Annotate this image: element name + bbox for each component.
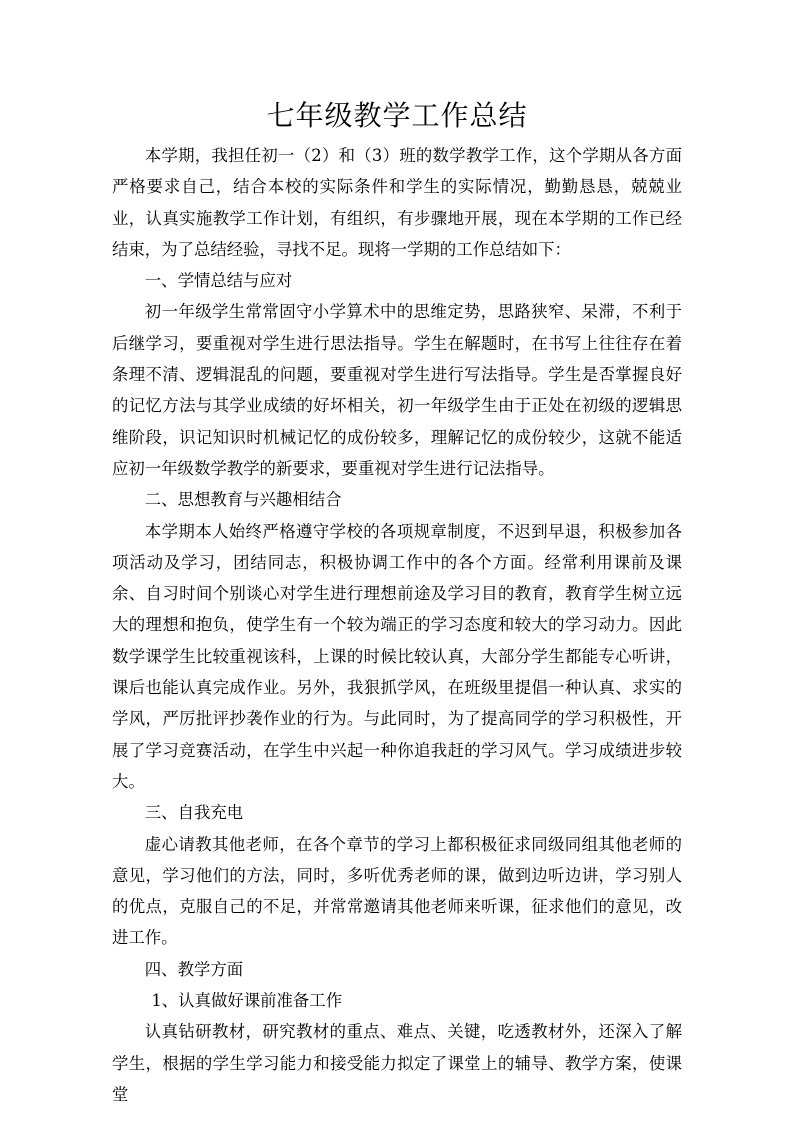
intro-paragraph: 本学期，我担任初一（2）和（3）班的数学教学工作，这个学期从各方面严格要求自己，结合本校的实际条件和学生的实际情况，勤勤恳恳，兢兢业业，认真实施教学工作计划，有组织，有步骤地开展，现在本学期的工作已经结束，为了总结经验，寻找不足。现将一学期的工作总结如下： [112,146,682,259]
section-heading-3: 三、自我充电 [144,803,244,823]
section-3-paragraph: 虚心请教其他老师，在各个章节的学习上都积极征求同级同组其他老师的意见，学习他们的方法，同时，多听优秀老师的课，做到边听边讲，学习别人的优点，克服自己的不足，并常常邀请其他老师来听课，征求他们的意见，改进工作。 [112,834,682,948]
subsection-1-paragraph: 认真钻研教材，研究教材的重点、难点、关键，吃透教材外，还深入了解学生，根据的学生学习能力和接受能力拟定了课堂上的辅导、教学方案，使课堂 [112,1022,682,1104]
section-1-paragraph: 初一年级学生常常固守小学算术中的思维定势，思路狭窄、呆滞，不利于后继学习，要重视对学生进行思法指导。学生在解题时，在书写上往往存在着条理不清、逻辑混乱的问题，要重视对学生进行写法指导。学生是否掌握良好的记忆方法与其学业成绩的好坏相关，初一年级学生由于正处在初级的逻辑思维阶段，识记知识时机械记忆的成份较多，理解记忆的成份较少，这就不能适应初一年级数学教学的新要求，要重视对学生进行记法指导。 [112,302,682,478]
document-body [112,140,682,1110]
section-heading-1: 一、学情总结与应对 [144,271,293,291]
section-2-paragraph: 本学期本人始终严格遵守学校的各项规章制度，不迟到早退，积极参加各项活动及学习，团结同志，积极协调工作中的各个方面。经常利用课前及课余、自习时间个别谈心对学生进行理想前途及学习目的教育，教育学生树立远大的理想和抱负，使学生有一个较为端正的学习态度和较大的学习动力。因此数学课学生比较重视该科，上课的时候比较认真，大部分学生都能专心听讲，课后也能认真完成作业。另外，我狠抓学风，在班级里提倡一种认真、求实的学风，严厉批评抄袭作业的行为。与此同时，为了提高同学的学习积极性，开展了学习竞赛活动，在学生中兴起一种你追我赶的学习风气。学习成绩进步较大。 [112,521,682,791]
document-title: 七年级教学工作总结 [266,99,528,132]
subsection-heading-1: 1、认真做好课前准备工作 [151,991,343,1011]
section-heading-2: 二、思想教育与兴趣相结合 [144,490,342,510]
section-heading-4: 四、教学方面 [144,959,244,979]
